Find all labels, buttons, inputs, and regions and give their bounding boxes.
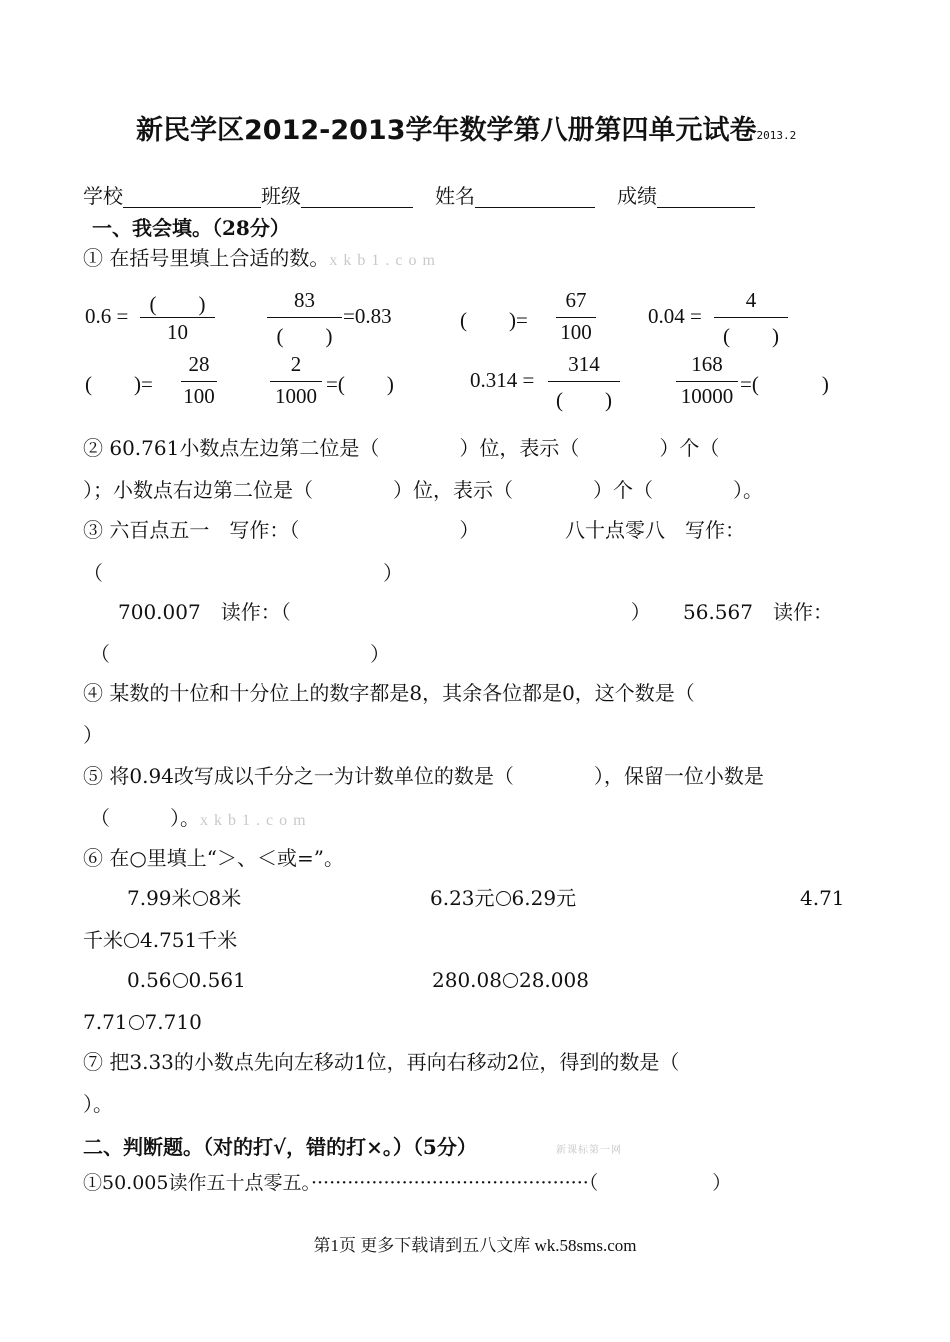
title-main: 新民学区2012-2013学年数学第八册第四单元试卷 [136, 115, 757, 146]
compare-circle[interactable] [124, 933, 139, 948]
q5-line2: （ ）。xkb1.com [90, 806, 312, 830]
compare-6: 7.71 7.710 [83, 1010, 202, 1034]
section2-heading: 二、判断题。（对的打√，错的打×。）（5分） [83, 1135, 477, 1159]
page-footer: 第1页 更多下载请到五八文库 wk.58sms.com [313, 1236, 637, 1255]
compare-circle[interactable] [173, 973, 188, 988]
school-field[interactable] [123, 185, 261, 208]
compare-circle[interactable] [503, 973, 518, 988]
score-label: 成绩 [617, 184, 657, 208]
header-fields [83, 184, 755, 208]
compare-circle[interactable] [193, 891, 208, 906]
name-field[interactable] [475, 185, 595, 208]
q3-answer-blank[interactable]: （ ） [90, 642, 390, 666]
score-field[interactable] [657, 185, 755, 208]
compare-2: 6.23元 6.29元 [430, 886, 577, 910]
q1-text-line [83, 246, 441, 273]
name-label: 姓名 [435, 184, 475, 208]
watermark-text: xkb1.com [200, 812, 312, 829]
compare-3-left: 4.71 [800, 886, 845, 910]
page-title [136, 108, 796, 147]
compare-5: 280.08 28.008 [432, 968, 589, 992]
q3-part3: 700.007 读作：（ ） [118, 600, 651, 624]
compare-3: 千米 4.751千米 [83, 928, 238, 952]
q3-answer-blank[interactable]: （ ） [83, 561, 403, 585]
watermark-text: 新课标第一网 [556, 1145, 622, 1156]
title-date: 2013.2 [756, 129, 797, 142]
q7-line2: ）。 [83, 1092, 113, 1116]
q3-part1: ③ 六百点五一 写作：（ ） [83, 518, 480, 542]
section1-heading: 一、我会填。（28分） [92, 216, 290, 240]
fraction-blank[interactable]: =( ) [326, 372, 394, 396]
q4-line1: ④ 某数的十位和十分位上的数字都是8，其余各位都是0，这个数是（ [83, 681, 695, 705]
q6-text: ⑥ 在○里填上“＞、＜或=”。 [83, 846, 345, 870]
section2-heading-line [83, 1131, 477, 1160]
q1-text: ① 在括号里填上合适的数。 [83, 246, 330, 270]
compare-1: 7.99米 8米 [127, 886, 242, 910]
class-label: 班级 [261, 184, 301, 208]
school-label: 学校 [83, 184, 123, 208]
compare-4: 0.56 0.561 [127, 968, 246, 992]
class-field[interactable] [301, 185, 413, 208]
fraction-blank[interactable]: ( ) [556, 388, 612, 412]
q3-part2: 八十点零八 写作： [565, 518, 745, 542]
compare-circle[interactable] [496, 891, 511, 906]
q4-line2: ） [83, 723, 103, 747]
compare-circle[interactable] [129, 1015, 144, 1030]
q7-line1: ⑦ 把3.33的小数点先向左移动1位，再向右移动2位，得到的数是（ [83, 1050, 680, 1074]
fraction-blank[interactable]: ( ) [149, 292, 206, 316]
fraction-blank[interactable]: =( ) [740, 372, 829, 396]
q2-line2: ）；小数点右边第二位是（ ）位，表示（ ）个（ ）。 [83, 478, 763, 502]
q2-line1: ② 60.761小数点左边第二位是（ ）位，表示（ ）个（ [83, 436, 720, 460]
q3-part4: 56.567 读作： [683, 600, 833, 624]
fraction-blank[interactable]: ( ) [276, 324, 333, 348]
fraction-blank[interactable]: ( )= [460, 308, 528, 332]
fraction-blank[interactable]: ( ) [723, 324, 779, 348]
judge-q1: ①50.005读作五十点零五。··············································（ ） [83, 1172, 732, 1194]
q5-line1: ⑤ 将0.94改写成以千分之一为计数单位的数是（ ），保留一位小数是 [83, 764, 764, 788]
watermark-text: xkb1.com [329, 252, 441, 269]
fraction-blank[interactable]: ( )= [85, 372, 153, 396]
